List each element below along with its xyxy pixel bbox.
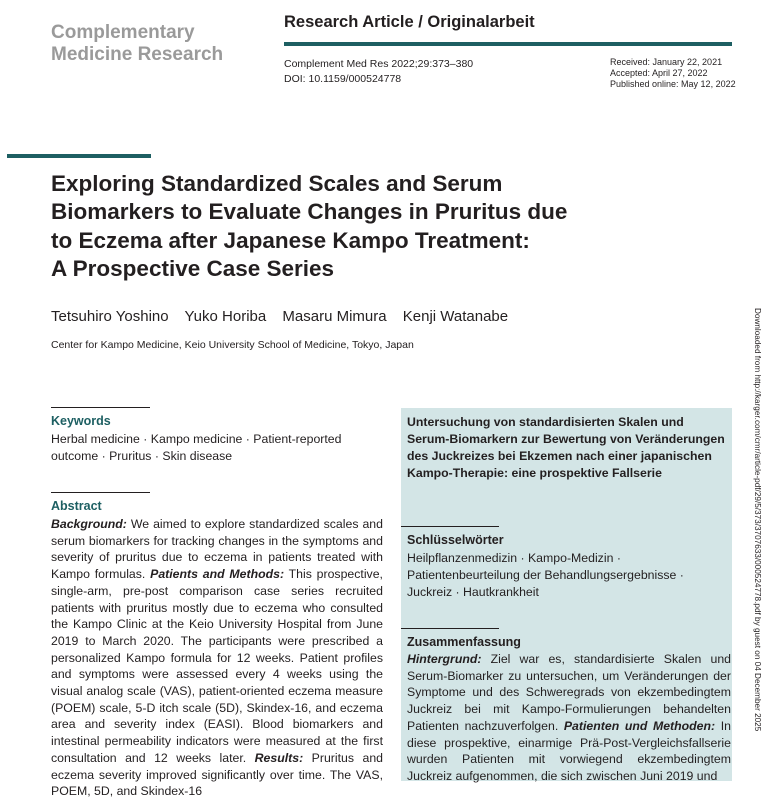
german-keywords-rule xyxy=(401,526,499,527)
citation-doi[interactable]: DOI: 10.1159/000524778 xyxy=(284,73,402,85)
author-name: Masaru Mimura xyxy=(282,308,387,325)
title-line: A Prospective Case Series xyxy=(51,255,335,281)
german-summary-rule xyxy=(401,628,499,629)
german-summary-body xyxy=(407,651,731,785)
keywords-heading: Keywords xyxy=(51,414,111,428)
author-name: Kenji Watanabe xyxy=(402,308,509,325)
background-label: Background: xyxy=(51,517,127,531)
background-text: We aimed to explore standardized scales and serum biomarkers for tracking changes in the symptoms and severity of pruritus due to eczema in patients treated with Kampo formulas. xyxy=(51,517,383,582)
abstract-rule xyxy=(51,492,150,493)
german-keywords-text: Heilpflanzenmedizin · Kampo-Medizin · Patientenbeurteilung der Behandlungsergebnisse · Juckreiz · Hautkrankheit xyxy=(407,551,684,599)
german-keywords-heading: Schlüsselwörter xyxy=(407,533,504,547)
author-name: Tetsuhiro Yoshino xyxy=(51,308,169,325)
methods-label: Patients and Methods: xyxy=(150,567,285,582)
article-type: Research Article / Originalarbeit xyxy=(284,13,535,31)
author-name: Yuko Horiba xyxy=(184,308,267,325)
journal-name xyxy=(51,22,223,66)
results-text: Pruritus and eczema severity improved significantly over time. The VAS, POEM, 5D, and Skindex-16 xyxy=(51,750,384,799)
title-line: Biomarkers to Evaluate Changes in Pruritus due xyxy=(51,199,568,225)
affiliation: Center for Kampo Medicine, Keio University School of Medicine, Tokyo, Japan xyxy=(51,339,414,351)
date-received: Received: January 22, 2021 xyxy=(610,57,723,67)
german-methods-text: In diese prospektive, einarmige Prä-Post-Vergleichsfallserie wurden Patienten mit vorwiegend ekzembedingtem Juckreiz aufgenommen, die sich zwischen Juni 2019 und xyxy=(407,718,732,783)
keywords-rule xyxy=(51,407,150,408)
german-summary-heading: Zusammenfassung xyxy=(407,635,521,649)
german-background-text: Ziel war es, standardisierte Skalen und Serum-Biomarker zu untersuchen, um Veränderungen der Symptome und des Schweregrads von ekzembedingtem Juckreiz bei mit Kampo-Formulierungen behandelten Patienten nachzuverfolgen. xyxy=(407,652,731,733)
methods-text: This prospective, single-arm, pre-post comparison case series recruited patients with pruritus mostly due to eczema who consulted the Kampo Clinic at the Keio University Hospital from June 2019 to March 2020. The participants were prescribed a personalized Kampo formula for 12 weeks. Patient profiles and symptoms were assessed every 4 weeks using the visual analog scale (VAS), patient-oriented eczema measure (POEM) scale, 5-D itch scale (5D), Skindex-16, and eczema area and severity index (EASI). Blood biomarkers and intestinal permeability indicators were measured at the first consultation and 12 weeks later. xyxy=(51,567,383,765)
date-accepted: Accepted: April 27, 2022 xyxy=(610,68,708,78)
article-dates xyxy=(610,57,736,90)
title-rule xyxy=(7,154,151,158)
german-background-label: Hintergrund: xyxy=(407,652,482,666)
abstract-heading: Abstract xyxy=(51,499,102,513)
abstract-body xyxy=(51,516,383,800)
author-list xyxy=(51,308,520,325)
citation-reference: Complement Med Res 2022;29:373–380 xyxy=(284,58,474,70)
journal-name-line2: Medicine Research xyxy=(51,44,224,65)
german-methods-label: Patienten und Methoden: xyxy=(563,718,716,733)
title-line: to Eczema after Japanese Kampo Treatment: xyxy=(51,227,530,253)
article-title xyxy=(51,170,651,283)
header-rule xyxy=(284,42,732,46)
german-title: Untersuchung von standardisierten Skalen und Serum-Biomarkern zur Bewertung von Veränderungen des Juckreizes bei Ekzemen nach einer japanischen Kampo-Therapie: eine prospektive Fallserie xyxy=(407,415,725,480)
keywords-text: Herbal medicine · Kampo medicine · Patient-reported outcome · Pruritus · Skin disease xyxy=(51,432,342,463)
journal-name-line1: Complementary xyxy=(51,22,195,43)
title-line: Exploring Standardized Scales and Serum xyxy=(51,171,503,196)
results-label: Results: xyxy=(254,750,304,765)
citation xyxy=(284,57,473,87)
download-notice: Downloaded from http://karger.com/cmr/article-pdf/29/5/373/3707633/000524778.pdf by guest on 04 December 2025 xyxy=(753,308,762,732)
date-published: Published online: May 12, 2022 xyxy=(610,79,736,89)
